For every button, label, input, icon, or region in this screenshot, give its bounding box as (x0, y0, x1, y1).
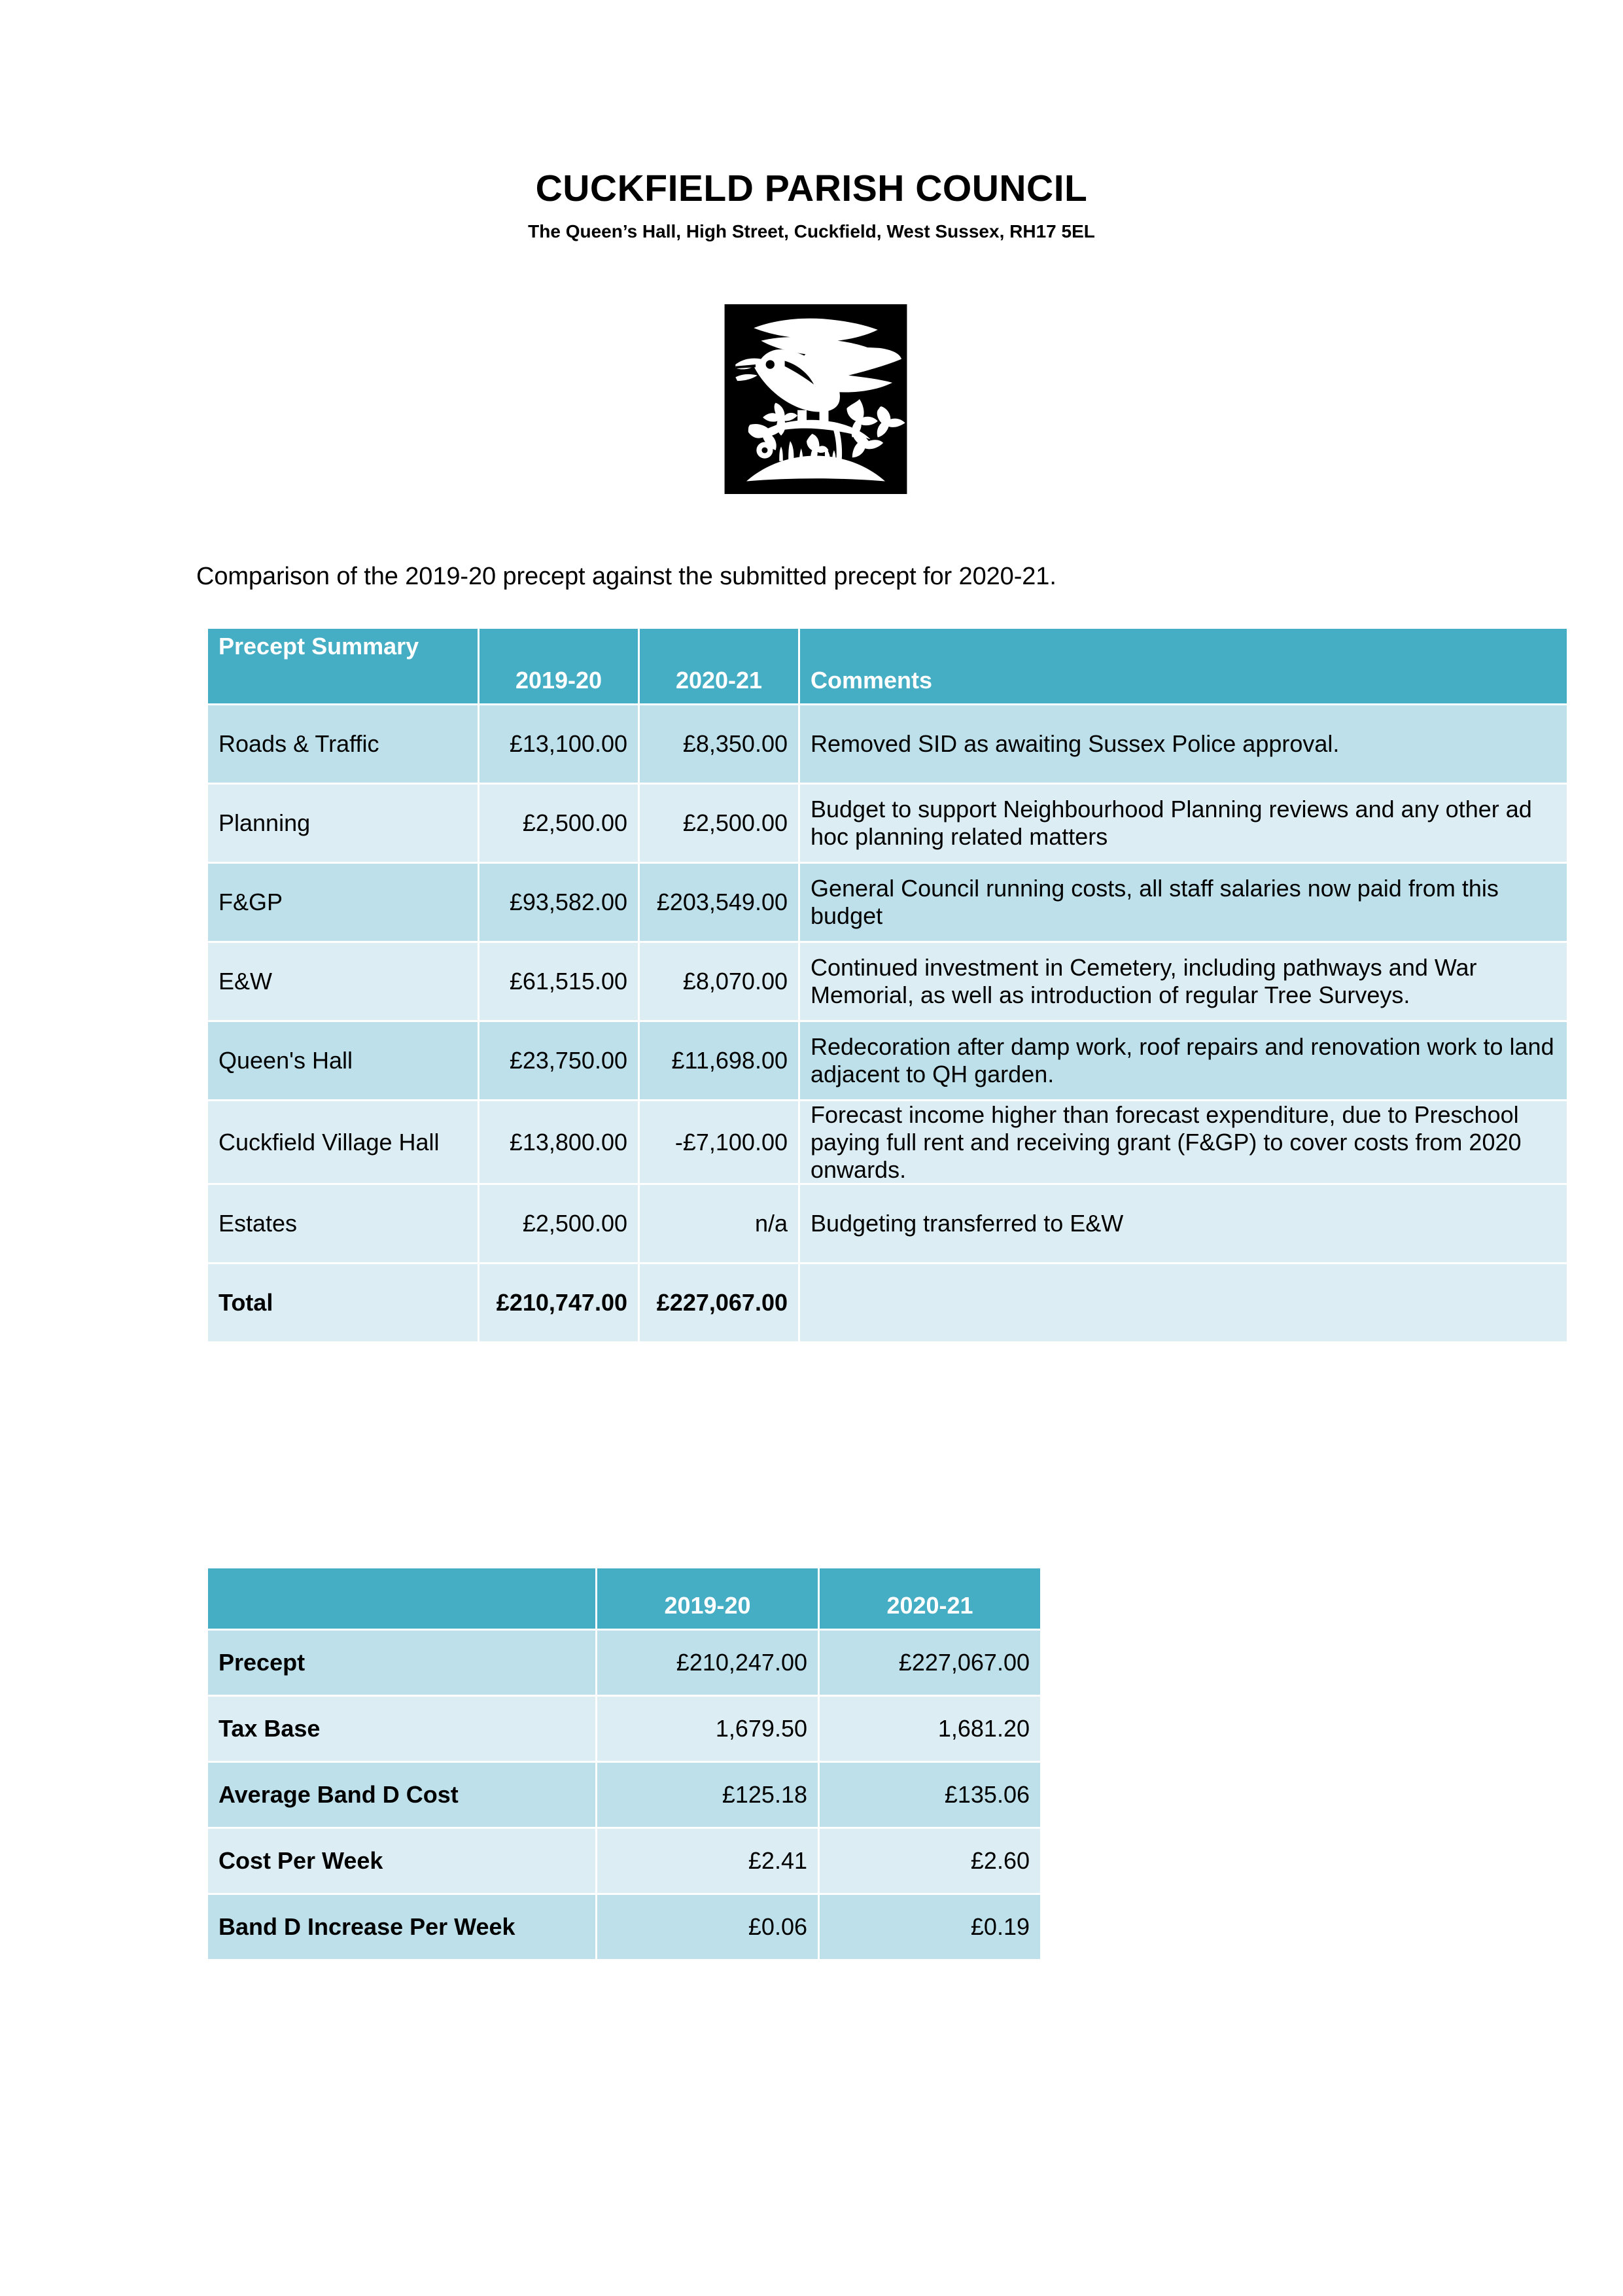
cell-2020-21: n/a (640, 1185, 798, 1262)
table-row (208, 1101, 1567, 1183)
cell-2020-21: £203,549.00 (640, 864, 798, 941)
table-row (208, 1185, 1567, 1262)
cell-2020-21: £227,067.00 (640, 1264, 798, 1341)
cell-category: Cuckfield Village Hall (208, 1101, 478, 1183)
cell-2020-21: £2.60 (820, 1829, 1040, 1893)
cell-2020-21: £8,350.00 (640, 705, 798, 783)
cell-comment: Budget to support Neighbourhood Planning reviews and any other ad hoc planning related matters (800, 785, 1567, 862)
cell-2020-21: £8,070.00 (640, 943, 798, 1020)
intro-text: Comparison of the 2019-20 precept against the submitted precept for 2020-21. (196, 563, 1056, 590)
table-row (208, 864, 1567, 941)
col-header-comments: Comments (800, 629, 1567, 703)
cell-2019-20: £2,500.00 (480, 1185, 638, 1262)
col-header-2019-20: 2019-20 (597, 1568, 818, 1629)
cell-2019-20: £23,750.00 (480, 1022, 638, 1099)
cell-2020-21: £11,698.00 (640, 1022, 798, 1099)
cell-label: Average Band D Cost (208, 1763, 595, 1827)
table-row (208, 1631, 1040, 1695)
cell-label: Band D Increase Per Week (208, 1895, 595, 1959)
page-title: CUCKFIELD PARISH COUNCIL (535, 168, 1088, 209)
precept-summary-table (206, 627, 1569, 1343)
cell-category: Planning (208, 785, 478, 862)
cell-2019-20: 1,679.50 (597, 1697, 818, 1761)
col-header-blank (208, 1568, 595, 1629)
cell-2019-20: £61,515.00 (480, 943, 638, 1020)
cell-comment: Forecast income higher than forecast expenditure, due to Preschool paying full rent and receiving grant (F&GP) to cover costs from 2020 onwards. (800, 1101, 1567, 1183)
col-header-2020-21: 2020-21 (640, 629, 798, 703)
cell-comment: General Council running costs, all staff salaries now paid from this budget (800, 864, 1567, 941)
cell-2019-20: £0.06 (597, 1895, 818, 1959)
cell-comment: Budgeting transferred to E&W (800, 1185, 1567, 1262)
cell-comment: Removed SID as awaiting Sussex Police approval. (800, 705, 1567, 783)
cell-2019-20: £210,247.00 (597, 1631, 818, 1695)
cell-2019-20: £93,582.00 (480, 864, 638, 941)
cell-category: F&GP (208, 864, 478, 941)
cell-2020-21: -£7,100.00 (640, 1101, 798, 1183)
cell-2020-21: £2,500.00 (640, 785, 798, 862)
cell-category: Estates (208, 1185, 478, 1262)
col-header-precept-summary: Precept Summary (208, 629, 478, 703)
cell-label: Tax Base (208, 1697, 595, 1761)
table-header-row (208, 629, 1567, 703)
table-row (208, 1697, 1040, 1761)
table-header-row (208, 1568, 1040, 1629)
cell-category: Total (208, 1264, 478, 1341)
cell-2019-20: £125.18 (597, 1763, 818, 1827)
col-header-2020-21: 2020-21 (820, 1568, 1040, 1629)
cell-category: E&W (208, 943, 478, 1020)
cell-2019-20: £2.41 (597, 1829, 818, 1893)
table-row (208, 1763, 1040, 1827)
table-row (208, 705, 1567, 783)
cell-category: Queen's Hall (208, 1022, 478, 1099)
cell-category: Roads & Traffic (208, 705, 478, 783)
cell-2020-21: £135.06 (820, 1763, 1040, 1827)
table-row (208, 785, 1567, 862)
table-row (208, 1895, 1040, 1959)
cell-comment (800, 1264, 1567, 1341)
table-row (208, 1022, 1567, 1099)
bird-on-branch-logo-icon (724, 304, 907, 494)
table-row (208, 1829, 1040, 1893)
table-row-total (208, 1264, 1567, 1341)
cell-2020-21: £0.19 (820, 1895, 1040, 1959)
cell-2019-20: £2,500.00 (480, 785, 638, 862)
tax-base-summary-table (206, 1566, 1042, 1961)
cell-2020-21: £227,067.00 (820, 1631, 1040, 1695)
cell-2020-21: 1,681.20 (820, 1697, 1040, 1761)
table-row (208, 943, 1567, 1020)
cell-2019-20: £13,800.00 (480, 1101, 638, 1183)
cell-2019-20: £13,100.00 (480, 705, 638, 783)
council-address: The Queen’s Hall, High Street, Cuckfield, West Sussex, RH17 5EL (528, 221, 1095, 241)
col-header-2019-20: 2019-20 (480, 629, 638, 703)
cell-comment: Redecoration after damp work, roof repairs and renovation work to land adjacent to QH garden. (800, 1022, 1567, 1099)
cell-label: Cost Per Week (208, 1829, 595, 1893)
cell-label: Precept (208, 1631, 595, 1695)
cell-2019-20: £210,747.00 (480, 1264, 638, 1341)
cell-comment: Continued investment in Cemetery, including pathways and War Memorial, as well as introduction of regular Tree Surveys. (800, 943, 1567, 1020)
